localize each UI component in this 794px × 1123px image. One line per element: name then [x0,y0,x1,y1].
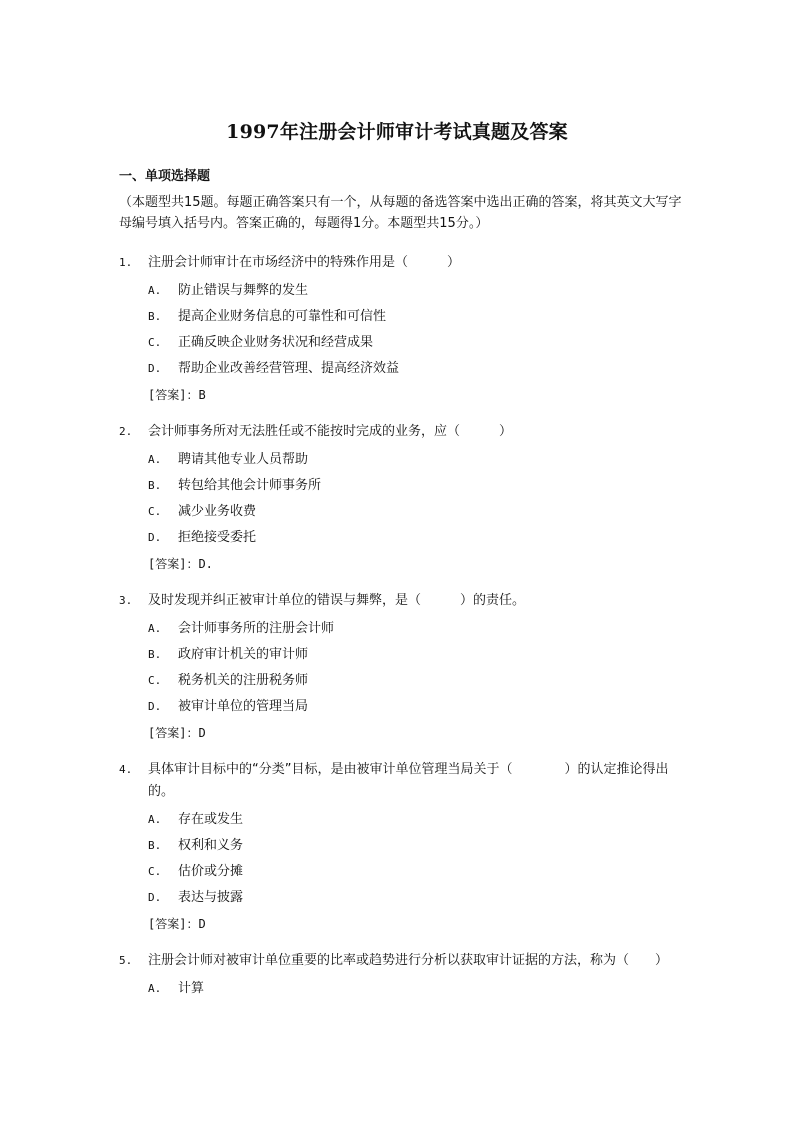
option-text: 聘请其他专业人员帮助 [178,452,309,467]
option-list [0,447,794,551]
question-stem [0,590,794,612]
option-letter: C. [148,674,162,687]
option-letter: D. [148,362,162,375]
option-letter: D. [148,891,162,904]
option-letter: A. [148,813,162,826]
question-text: 注册会计师审计在市场经济中的特殊作用是（ ） [148,255,461,270]
question-number: 2. [119,425,133,438]
question-text: 及时发现并纠正被审计单位的错误与舞弊，是（ ）的责任。 [148,593,526,608]
option-item [0,642,794,668]
option-item [0,473,794,499]
option-text: 帮助企业改善经营管理、提高经济效益 [178,361,400,376]
option-text: 转包给其他会计师事务所 [178,478,322,493]
question-item [0,590,794,746]
question-item [0,759,794,937]
question-item [0,950,794,1002]
option-text: 政府审计机关的审计师 [178,647,309,662]
option-item [0,807,794,833]
option-letter: D. [148,700,162,713]
option-item [0,885,794,911]
section-heading: 一、单项选择题 [119,169,211,184]
option-item [0,447,794,473]
option-item [0,525,794,551]
option-list [0,278,794,382]
option-letter: C. [148,336,162,349]
answer-key: [答案]：D [148,726,206,740]
option-text: 被审计单位的管理当局 [178,699,309,714]
question-number: 4. [119,763,133,776]
option-letter: C. [148,505,162,518]
question-number: 3. [119,594,133,607]
question-text: 会计师事务所对无法胜任或不能按时完成的业务，应（ ） [148,424,513,439]
option-item [0,668,794,694]
option-item [0,499,794,525]
option-text: 防止错误与舞弊的发生 [178,283,309,298]
option-letter: B. [148,648,162,661]
question-number: 1. [119,256,133,269]
option-list [0,976,794,1002]
option-letter: B. [148,479,162,492]
option-text: 正确反映企业财务状况和经营成果 [178,335,374,350]
option-text: 权利和义务 [178,838,244,853]
option-text: 减少业务收费 [178,504,257,519]
option-item [0,616,794,642]
option-text: 拒绝接受委托 [178,530,257,545]
option-item [0,694,794,720]
option-item [0,356,794,382]
option-letter: A. [148,982,162,995]
option-letter: A. [148,453,162,466]
option-text: 税务机关的注册税务师 [178,673,309,688]
option-text: 计算 [178,981,205,996]
option-text: 提高企业财务信息的可靠性和可信性 [178,309,387,324]
option-item [0,859,794,885]
answer-key: [答案]：D [148,917,206,931]
option-letter: C. [148,865,162,878]
question-number: 5. [119,954,133,967]
option-list [0,616,794,720]
document-title: 1997年注册会计师审计考试真题及答案 [226,121,568,143]
option-text: 会计师事务所的注册会计师 [178,621,335,636]
option-item [0,330,794,356]
option-letter: A. [148,284,162,297]
question-text: 具体审计目标中的“分类”目标，是由被审计单位管理当局关于（ ）的认定推论得出的。 [148,762,669,799]
question-text: 注册会计师对被审计单位重要的比率或趋势进行分析以获取审计证据的方法，称为（ ） [148,953,669,968]
question-stem [0,252,794,274]
option-letter: D. [148,531,162,544]
option-list [0,807,794,911]
question-item [0,421,794,577]
question-stem [0,950,794,972]
option-text: 表达与披露 [178,890,244,905]
option-item [0,304,794,330]
question-stem [0,759,794,803]
question-item [0,252,794,408]
answer-key: [答案]：B [148,388,206,402]
question-list [0,252,794,1015]
section-instructions: （本题型共15题。每题正确答案只有一个，从每题的备选答案中选出正确的答案，将其英文大写字母编号填入括号内。答案正确的，每题得1分。本题型共15分。） [119,195,682,231]
option-letter: B. [148,310,162,323]
option-item [0,833,794,859]
option-text: 存在或发生 [178,812,244,827]
question-stem [0,421,794,443]
answer-key: [答案]：D. [148,557,213,571]
option-letter: A. [148,622,162,635]
option-text: 估价或分摊 [178,864,244,879]
option-letter: B. [148,839,162,852]
option-item [0,278,794,304]
option-item [0,976,794,1002]
